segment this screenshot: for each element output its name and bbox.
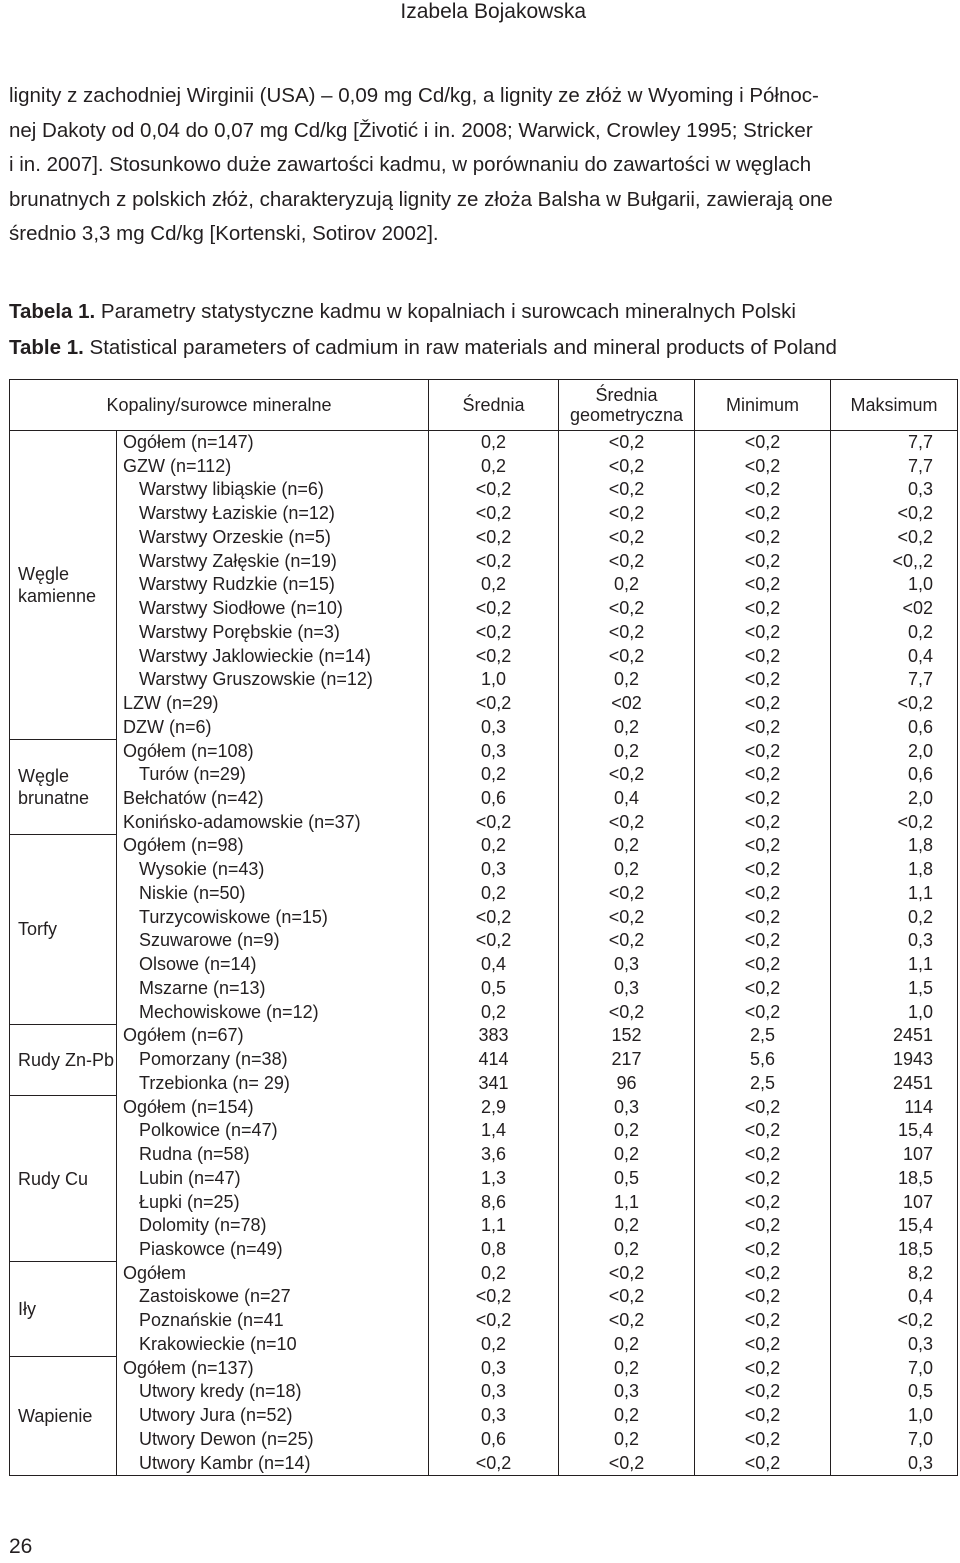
- minimum-cell: <0,2: [695, 882, 831, 906]
- row-label: Ogółem: [117, 1262, 429, 1286]
- maximum-cell: <0,2: [831, 526, 958, 550]
- table-row: [10, 763, 958, 787]
- mean-cell: 0,3: [429, 716, 559, 740]
- geometric-mean-cell: 0,3: [559, 1380, 695, 1404]
- geometric-mean-cell: <0,2: [559, 929, 695, 953]
- mean-cell: <0,2: [429, 906, 559, 930]
- geometric-mean-cell: 152: [559, 1024, 695, 1048]
- table-row: [10, 1428, 958, 1452]
- maximum-cell: 0,2: [831, 621, 958, 645]
- geometric-mean-cell: <0,2: [559, 1452, 695, 1476]
- header-minerals: Kopaliny/surowce mineralne: [10, 380, 429, 431]
- minimum-cell: <0,2: [695, 621, 831, 645]
- geometric-mean-cell: 0,2: [559, 1143, 695, 1167]
- minimum-cell: <0,2: [695, 1262, 831, 1286]
- geometric-mean-cell: 1,1: [559, 1191, 695, 1215]
- mean-cell: <0,2: [429, 1309, 559, 1333]
- row-label: Ogółem (n=154): [117, 1096, 429, 1120]
- minimum-cell: <0,2: [695, 668, 831, 692]
- maximum-cell: 2451: [831, 1072, 958, 1096]
- table-caption-polish: [9, 300, 796, 324]
- row-label: Rudna (n=58): [117, 1143, 429, 1167]
- maximum-cell: 2451: [831, 1024, 958, 1048]
- row-label: Warstwy Gruszowskie (n=12): [117, 668, 429, 692]
- geometric-mean-cell: 217: [559, 1048, 695, 1072]
- table-row: [10, 1096, 958, 1120]
- geometric-mean-cell: 0,2: [559, 1214, 695, 1238]
- maximum-cell: 0,2: [831, 906, 958, 930]
- group-label: Iły: [10, 1262, 117, 1357]
- table-row: [10, 929, 958, 953]
- row-label: Ogółem (n=137): [117, 1357, 429, 1381]
- table-row: [10, 645, 958, 669]
- minimum-cell: <0,2: [695, 906, 831, 930]
- table-row: [10, 1404, 958, 1428]
- table-row: [10, 502, 958, 526]
- table-row: [10, 1262, 958, 1286]
- geometric-mean-cell: 0,3: [559, 953, 695, 977]
- geometric-mean-cell: 0,4: [559, 787, 695, 811]
- table-row: [10, 1167, 958, 1191]
- geometric-mean-cell: 0,2: [559, 1357, 695, 1381]
- table-row: [10, 1380, 958, 1404]
- mean-cell: 0,2: [429, 1262, 559, 1286]
- minimum-cell: <0,2: [695, 1214, 831, 1238]
- table-header-row: [10, 380, 958, 431]
- maximum-cell: 7,7: [831, 668, 958, 692]
- geometric-mean-cell: 0,3: [559, 1096, 695, 1120]
- minimum-cell: <0,2: [695, 1167, 831, 1191]
- caption-text: Parametry statystyczne kadmu w kopalniach i surowcach mineralnych Polski: [95, 300, 796, 323]
- mean-cell: 1,3: [429, 1167, 559, 1191]
- row-label: Warstwy Rudzkie (n=15): [117, 573, 429, 597]
- table-row: [10, 953, 958, 977]
- minimum-cell: <0,2: [695, 502, 831, 526]
- row-label: Olsowe (n=14): [117, 953, 429, 977]
- row-label: Ogółem (n=98): [117, 834, 429, 858]
- geometric-mean-cell: <0,2: [559, 906, 695, 930]
- group-label: Wapienie: [10, 1357, 117, 1476]
- table-row: [10, 811, 958, 835]
- table-row: [10, 597, 958, 621]
- table-row: [10, 1001, 958, 1025]
- table-row: [10, 692, 958, 716]
- paragraph-line: nej Dakoty od 0,04 do 0,07 mg Cd/kg [Životić i in. 2008; Warwick, Crowley 1995; Stricker: [9, 118, 813, 142]
- mean-cell: <0,2: [429, 811, 559, 835]
- table-row: [10, 1191, 958, 1215]
- minimum-cell: <0,2: [695, 455, 831, 479]
- maximum-cell: <0,2: [831, 692, 958, 716]
- minimum-cell: <0,2: [695, 953, 831, 977]
- mean-cell: 0,3: [429, 740, 559, 764]
- group-label: Węgle brunatne: [10, 740, 117, 835]
- caption-label: Tabela 1.: [9, 300, 96, 323]
- minimum-cell: <0,2: [695, 431, 831, 455]
- minimum-cell: <0,2: [695, 1357, 831, 1381]
- row-label: Turów (n=29): [117, 763, 429, 787]
- mean-cell: 3,6: [429, 1143, 559, 1167]
- minimum-cell: <0,2: [695, 550, 831, 574]
- minimum-cell: <0,2: [695, 597, 831, 621]
- row-label: Ogółem (n=147): [117, 431, 429, 455]
- mean-cell: 0,4: [429, 953, 559, 977]
- minimum-cell: <0,2: [695, 1428, 831, 1452]
- table-row: [10, 1048, 958, 1072]
- minimum-cell: <0,2: [695, 1309, 831, 1333]
- row-label: Piaskowce (n=49): [117, 1238, 429, 1262]
- geometric-mean-cell: <0,2: [559, 478, 695, 502]
- header-geometric-mean: Średnia geometryczna: [559, 380, 695, 431]
- maximum-cell: 7,7: [831, 431, 958, 455]
- table-row: [10, 1214, 958, 1238]
- table-row: [10, 1238, 958, 1262]
- geometric-mean-cell: <02: [559, 692, 695, 716]
- maximum-cell: 7,7: [831, 455, 958, 479]
- table-row: [10, 858, 958, 882]
- table-row: [10, 1309, 958, 1333]
- minimum-cell: <0,2: [695, 573, 831, 597]
- row-label: GZW (n=112): [117, 455, 429, 479]
- mean-cell: <0,2: [429, 692, 559, 716]
- minimum-cell: <0,2: [695, 645, 831, 669]
- maximum-cell: <0,2: [831, 811, 958, 835]
- minimum-cell: <0,2: [695, 1001, 831, 1025]
- maximum-cell: 18,5: [831, 1238, 958, 1262]
- mean-cell: <0,2: [429, 597, 559, 621]
- mean-cell: 8,6: [429, 1191, 559, 1215]
- mean-cell: 0,2: [429, 431, 559, 455]
- row-label: Ogółem (n=108): [117, 740, 429, 764]
- mean-cell: <0,2: [429, 526, 559, 550]
- header-minimum: Minimum: [695, 380, 831, 431]
- mean-cell: 1,0: [429, 668, 559, 692]
- mean-cell: 0,3: [429, 1380, 559, 1404]
- mean-cell: 0,2: [429, 1001, 559, 1025]
- row-label: Dolomity (n=78): [117, 1214, 429, 1238]
- minimum-cell: <0,2: [695, 834, 831, 858]
- minimum-cell: 5,6: [695, 1048, 831, 1072]
- row-label: Trzebionka (n= 29): [117, 1072, 429, 1096]
- table-row: [10, 906, 958, 930]
- row-label: Poznańskie (n=41: [117, 1309, 429, 1333]
- row-label: Warstwy Łaziskie (n=12): [117, 502, 429, 526]
- table-row: [10, 526, 958, 550]
- mean-cell: 2,9: [429, 1096, 559, 1120]
- table-row: [10, 1119, 958, 1143]
- minimum-cell: 2,5: [695, 1072, 831, 1096]
- maximum-cell: 18,5: [831, 1167, 958, 1191]
- paragraph-line: lignity z zachodniej Wirginii (USA) – 0,09 mg Cd/kg, a lignity ze złóż w Wyoming i Północ-: [9, 84, 819, 107]
- geometric-mean-cell: <0,2: [559, 1285, 695, 1309]
- maximum-cell: 114: [831, 1096, 958, 1120]
- table-row: [10, 882, 958, 906]
- mean-cell: <0,2: [429, 929, 559, 953]
- row-label: Pomorzany (n=38): [117, 1048, 429, 1072]
- maximum-cell: <0,2: [831, 502, 958, 526]
- table-row: [10, 787, 958, 811]
- row-label: DZW (n=6): [117, 716, 429, 740]
- mean-cell: 1,4: [429, 1119, 559, 1143]
- geometric-mean-cell: 0,2: [559, 740, 695, 764]
- caption-text: Statistical parameters of cadmium in raw materials and mineral products of Poland: [83, 336, 837, 359]
- table-row: [10, 431, 958, 455]
- body-paragraph: [9, 79, 957, 252]
- minimum-cell: <0,2: [695, 1452, 831, 1476]
- caption-label: Table 1.: [9, 336, 84, 359]
- geometric-mean-cell: 0,3: [559, 977, 695, 1001]
- mean-cell: 0,3: [429, 858, 559, 882]
- minimum-cell: <0,2: [695, 763, 831, 787]
- mean-cell: 1,1: [429, 1214, 559, 1238]
- table-row: [10, 1072, 958, 1096]
- row-label: Utwory Jura (n=52): [117, 1404, 429, 1428]
- mean-cell: <0,2: [429, 1285, 559, 1309]
- geometric-mean-cell: <0,2: [559, 597, 695, 621]
- table-row: [10, 550, 958, 574]
- table-row: [10, 977, 958, 1001]
- maximum-cell: 1,8: [831, 834, 958, 858]
- table-row: [10, 716, 958, 740]
- geometric-mean-cell: 0,2: [559, 1238, 695, 1262]
- geometric-mean-cell: <0,2: [559, 455, 695, 479]
- minimum-cell: <0,2: [695, 1191, 831, 1215]
- minimum-cell: <0,2: [695, 811, 831, 835]
- header-mean: Średnia: [429, 380, 559, 431]
- row-label: Polkowice (n=47): [117, 1119, 429, 1143]
- table-row: [10, 1452, 958, 1476]
- mean-cell: 0,2: [429, 763, 559, 787]
- geometric-mean-cell: <0,2: [559, 1309, 695, 1333]
- row-label: Warstwy Jaklowieckie (n=14): [117, 645, 429, 669]
- geometric-mean-cell: <0,2: [559, 882, 695, 906]
- maximum-cell: 8,2: [831, 1262, 958, 1286]
- table-row: [10, 621, 958, 645]
- geometric-mean-cell: <0,2: [559, 763, 695, 787]
- maximum-cell: 2,0: [831, 787, 958, 811]
- maximum-cell: 0,4: [831, 645, 958, 669]
- mean-cell: <0,2: [429, 550, 559, 574]
- row-label: Ogółem (n=67): [117, 1024, 429, 1048]
- row-label: LZW (n=29): [117, 692, 429, 716]
- table-row: [10, 573, 958, 597]
- geometric-mean-cell: 96: [559, 1072, 695, 1096]
- mean-cell: 0,8: [429, 1238, 559, 1262]
- group-label: Rudy Zn-Pb: [10, 1024, 117, 1095]
- row-label: Turzycowiskowe (n=15): [117, 906, 429, 930]
- mean-cell: 341: [429, 1072, 559, 1096]
- maximum-cell: 1,1: [831, 882, 958, 906]
- minimum-cell: <0,2: [695, 1285, 831, 1309]
- geometric-mean-cell: 0,2: [559, 1404, 695, 1428]
- mean-cell: 0,6: [429, 1428, 559, 1452]
- minimum-cell: <0,2: [695, 1404, 831, 1428]
- group-label: Torfy: [10, 834, 117, 1024]
- paragraph-line: średnio 3,3 mg Cd/kg [Kortenski, Sotirov 2002].: [9, 222, 439, 245]
- group-label: Rudy Cu: [10, 1096, 117, 1262]
- minimum-cell: <0,2: [695, 478, 831, 502]
- minimum-cell: <0,2: [695, 692, 831, 716]
- table-caption-english: [9, 336, 837, 360]
- maximum-cell: 7,0: [831, 1428, 958, 1452]
- row-label: Utwory Kambr (n=14): [117, 1452, 429, 1476]
- maximum-cell: 15,4: [831, 1214, 958, 1238]
- table-row: [10, 455, 958, 479]
- geometric-mean-cell: 0,2: [559, 1428, 695, 1452]
- geometric-mean-cell: <0,2: [559, 811, 695, 835]
- mean-cell: <0,2: [429, 621, 559, 645]
- maximum-cell: 0,3: [831, 478, 958, 502]
- maximum-cell: 0,3: [831, 1333, 958, 1357]
- page-number: 26: [9, 1535, 33, 1558]
- table-row: [10, 1285, 958, 1309]
- row-label: Konińsko-adamowskie (n=37): [117, 811, 429, 835]
- geometric-mean-cell: <0,2: [559, 621, 695, 645]
- row-label: Warstwy Orzeskie (n=5): [117, 526, 429, 550]
- row-label: Mszarne (n=13): [117, 977, 429, 1001]
- row-label: Utwory Dewon (n=25): [117, 1428, 429, 1452]
- mean-cell: 0,2: [429, 834, 559, 858]
- minimum-cell: <0,2: [695, 526, 831, 550]
- header-maximum: Maksimum: [831, 380, 958, 431]
- maximum-cell: 1,0: [831, 1001, 958, 1025]
- geometric-mean-cell: 0,2: [559, 858, 695, 882]
- table-row: [10, 834, 958, 858]
- row-label: Warstwy Załęskie (n=19): [117, 550, 429, 574]
- geometric-mean-cell: 0,2: [559, 834, 695, 858]
- row-label: Warstwy libiąskie (n=6): [117, 478, 429, 502]
- row-label: Łupki (n=25): [117, 1191, 429, 1215]
- table-body: [10, 431, 958, 1476]
- row-label: Wysokie (n=43): [117, 858, 429, 882]
- maximum-cell: 107: [831, 1143, 958, 1167]
- minimum-cell: <0,2: [695, 1096, 831, 1120]
- geometric-mean-cell: 0,2: [559, 1119, 695, 1143]
- minimum-cell: <0,2: [695, 1238, 831, 1262]
- mean-cell: 0,2: [429, 455, 559, 479]
- maximum-cell: 1,1: [831, 953, 958, 977]
- maximum-cell: 0,3: [831, 1452, 958, 1476]
- maximum-cell: <02: [831, 597, 958, 621]
- geometric-mean-cell: 0,2: [559, 1333, 695, 1357]
- maximum-cell: 1943: [831, 1048, 958, 1072]
- geometric-mean-cell: 0,5: [559, 1167, 695, 1191]
- mean-cell: 0,2: [429, 1333, 559, 1357]
- mean-cell: <0,2: [429, 645, 559, 669]
- minimum-cell: <0,2: [695, 1380, 831, 1404]
- row-label: Zastoiskowe (n=27: [117, 1285, 429, 1309]
- minimum-cell: <0,2: [695, 977, 831, 1001]
- row-label: Utwory kredy (n=18): [117, 1380, 429, 1404]
- mean-cell: <0,2: [429, 502, 559, 526]
- maximum-cell: <0,2: [831, 1309, 958, 1333]
- geometric-mean-cell: <0,2: [559, 1262, 695, 1286]
- table-row: [10, 1357, 958, 1381]
- table-row: [10, 1143, 958, 1167]
- geometric-mean-cell: <0,2: [559, 431, 695, 455]
- maximum-cell: 15,4: [831, 1119, 958, 1143]
- minimum-cell: <0,2: [695, 716, 831, 740]
- table-row: [10, 478, 958, 502]
- row-label: Krakowieckie (n=10: [117, 1333, 429, 1357]
- mean-cell: <0,2: [429, 1452, 559, 1476]
- mean-cell: 414: [429, 1048, 559, 1072]
- running-header: Izabela Bojakowska: [400, 0, 586, 23]
- minimum-cell: <0,2: [695, 929, 831, 953]
- group-label: Węgle kamienne: [10, 431, 117, 740]
- geometric-mean-cell: 0,2: [559, 716, 695, 740]
- minimum-cell: <0,2: [695, 1333, 831, 1357]
- row-label: Szuwarowe (n=9): [117, 929, 429, 953]
- geometric-mean-cell: 0,2: [559, 573, 695, 597]
- maximum-cell: 1,5: [831, 977, 958, 1001]
- mean-cell: 0,5: [429, 977, 559, 1001]
- mean-cell: 0,3: [429, 1404, 559, 1428]
- paragraph-line: i in. 2007]. Stosunkowo duże zawartości kadmu, w porównaniu do zawartości w węglach: [9, 153, 812, 176]
- minimum-cell: <0,2: [695, 858, 831, 882]
- maximum-cell: 2,0: [831, 740, 958, 764]
- minimum-cell: <0,2: [695, 1119, 831, 1143]
- minimum-cell: 2,5: [695, 1024, 831, 1048]
- geometric-mean-cell: <0,2: [559, 1001, 695, 1025]
- maximum-cell: 1,0: [831, 573, 958, 597]
- maximum-cell: 0,6: [831, 763, 958, 787]
- mean-cell: <0,2: [429, 478, 559, 502]
- row-label: Niskie (n=50): [117, 882, 429, 906]
- geometric-mean-cell: 0,2: [559, 668, 695, 692]
- maximum-cell: 0,3: [831, 929, 958, 953]
- table-row: [10, 1024, 958, 1048]
- maximum-cell: 0,6: [831, 716, 958, 740]
- minimum-cell: <0,2: [695, 740, 831, 764]
- table-row: [10, 1333, 958, 1357]
- mean-cell: 0,6: [429, 787, 559, 811]
- row-label: Warstwy Porębskie (n=3): [117, 621, 429, 645]
- geometric-mean-cell: <0,2: [559, 502, 695, 526]
- maximum-cell: 7,0: [831, 1357, 958, 1381]
- minimum-cell: <0,2: [695, 787, 831, 811]
- geometric-mean-cell: <0,2: [559, 550, 695, 574]
- maximum-cell: 0,5: [831, 1380, 958, 1404]
- geometric-mean-cell: <0,2: [559, 526, 695, 550]
- row-label: Mechowiskowe (n=12): [117, 1001, 429, 1025]
- table-row: [10, 668, 958, 692]
- maximum-cell: <0,,2: [831, 550, 958, 574]
- mean-cell: 383: [429, 1024, 559, 1048]
- cadmium-statistics-table: [9, 379, 958, 1476]
- maximum-cell: 1,8: [831, 858, 958, 882]
- paragraph-line: brunatnych z polskich złóż, charakteryzują lignity ze złoża Balsha w Bułgarii, zawierają one: [9, 187, 833, 211]
- mean-cell: 0,3: [429, 1357, 559, 1381]
- maximum-cell: 1,0: [831, 1404, 958, 1428]
- row-label: Bełchatów (n=42): [117, 787, 429, 811]
- maximum-cell: 107: [831, 1191, 958, 1215]
- row-label: Lubin (n=47): [117, 1167, 429, 1191]
- row-label: Warstwy Siodłowe (n=10): [117, 597, 429, 621]
- geometric-mean-cell: <0,2: [559, 645, 695, 669]
- mean-cell: 0,2: [429, 573, 559, 597]
- maximum-cell: 0,4: [831, 1285, 958, 1309]
- minimum-cell: <0,2: [695, 1143, 831, 1167]
- table-row: [10, 740, 958, 764]
- mean-cell: 0,2: [429, 882, 559, 906]
